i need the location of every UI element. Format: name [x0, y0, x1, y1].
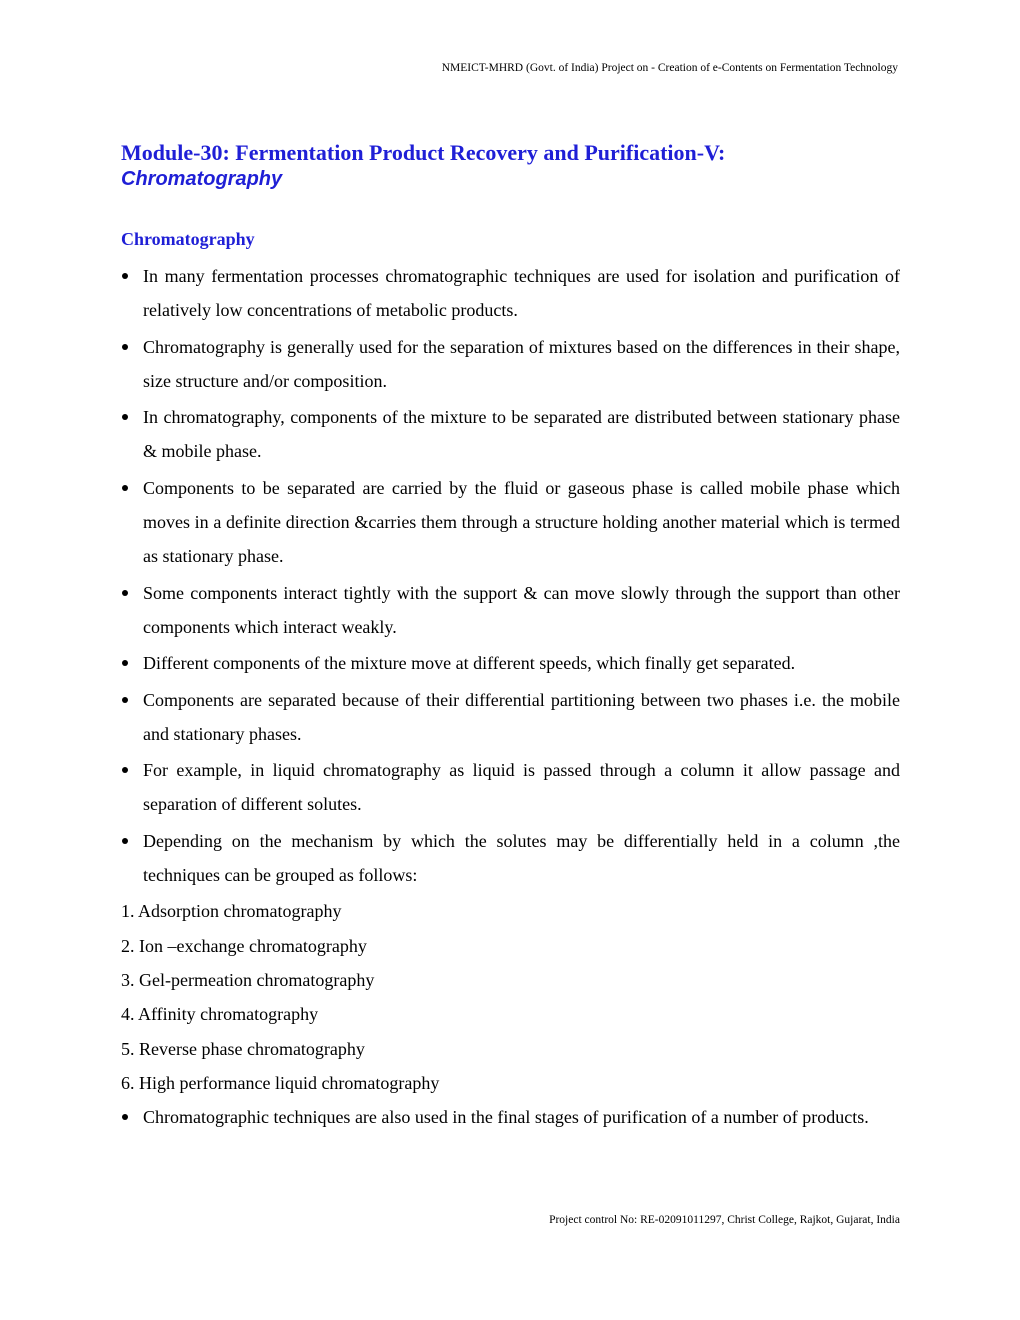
page-footer: Project control No: RE-02091011297, Christ College, Rajkot, Gujarat, India — [549, 1214, 900, 1226]
technique-item: 5. Reverse phase chromatography — [121, 1038, 365, 1059]
title-subtitle: Chromatography — [121, 168, 283, 190]
section-heading: Chromatography — [121, 229, 255, 249]
technique-item: 6. High performance liquid chromatography — [121, 1072, 440, 1093]
page-header: NMEICT-MHRD (Govt. of India) Project on - Creation of e-Contents on Fermentation Technology — [441, 62, 898, 74]
bullet-item: Chromatography is generally used for the separation of mixtures based on the differences in their shape, size structure and/or composition. — [121, 330, 900, 399]
technique-item: 2. Ion –exchange chromatography — [121, 935, 367, 956]
title-main: Module-30: Fermentation Product Recovery and Purification-V: — [121, 140, 726, 165]
bullet-item: Different components of the mixture move at different speeds, which finally get separated. — [121, 646, 900, 680]
technique-list — [121, 894, 900, 1100]
bullet-item: In chromatography, components of the mixture to be separated are distributed between stationary phase & mobile phase. — [121, 400, 900, 469]
technique-item: 4. Affinity chromatography — [121, 1004, 319, 1025]
bullet-item: Components to be separated are carried by the fluid or gaseous phase is called mobile phase which moves in a definite direction &carries them through a structure holding another material which is termed as stationary phase. — [121, 471, 900, 574]
section-body — [121, 259, 900, 1136]
bullet-list-main — [121, 259, 900, 892]
bullet-item: Some components interact tightly with the support & can move slowly through the support than other components which interact weakly. — [121, 576, 900, 645]
page-title — [121, 140, 901, 192]
bullet-item: Depending on the mechanism by which the solutes may be differentially held in a column ,the techniques can be grouped as follows: — [121, 824, 900, 893]
bullet-list-final — [121, 1100, 900, 1134]
bullet-item: Chromatographic techniques are also used in the final stages of purification of a number of products. — [121, 1100, 900, 1134]
bullet-item: For example, in liquid chromatography as liquid is passed through a column it allow passage and separation of different solutes. — [121, 753, 900, 822]
bullet-item: Components are separated because of their differential partitioning between two phases i.e. the mobile and stationary phases. — [121, 683, 900, 752]
technique-item: 3. Gel-permeation chromatography — [121, 969, 375, 990]
bullet-item: In many fermentation processes chromatographic techniques are used for isolation and purification of relatively low concentrations of metabolic products. — [121, 259, 900, 328]
technique-item: 1. Adsorption chromatography — [121, 901, 342, 922]
